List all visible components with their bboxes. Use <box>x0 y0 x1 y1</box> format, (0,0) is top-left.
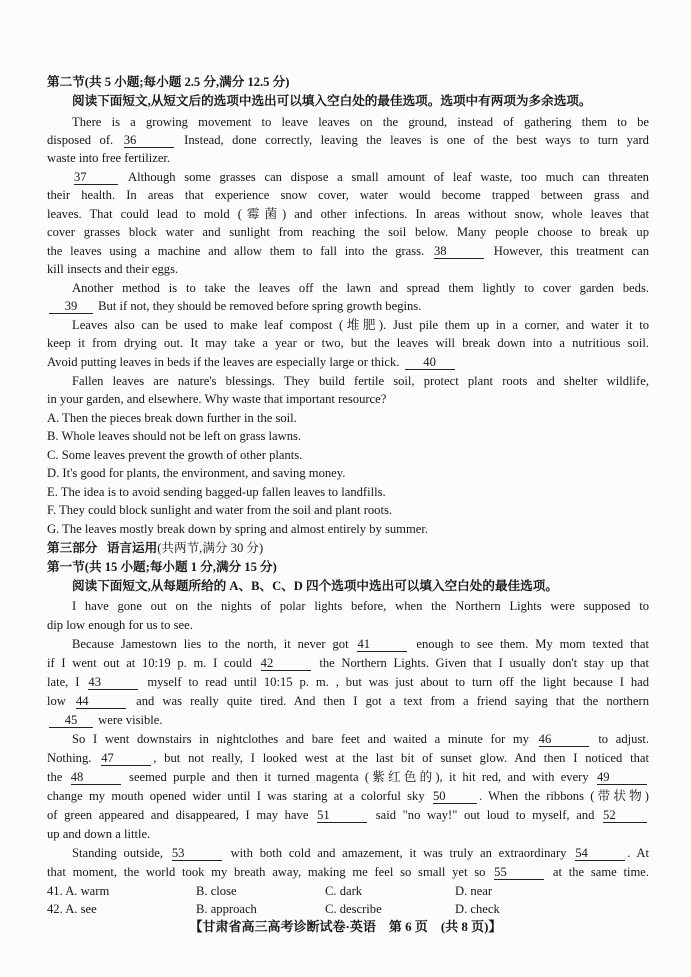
p5-line1: Fallen leaves are nature's blessings. They build fertile soil, protect plant roots and shelter wildlife, <box>72 374 649 388</box>
p4-line2: keep it from drying out. It may take a year or two, but the leaves will break down into a nutritious soil. <box>47 336 649 350</box>
p4-line1: Leaves also can be used to make leaf compost (堆肥). Just pile them up in a corner, and water it to <box>72 318 649 332</box>
page-footer: 【甘肃省高三高考诊断试卷·英语 第 6 页 (共 8 页)】 <box>189 919 502 934</box>
p5-line2: in your garden, and elsewhere. Why waste that important resource? <box>47 392 387 406</box>
cloze-p2-line3: late, I 43 myself to read until 10:15 p. m. , but was just about to turn off the light because I had <box>47 675 649 689</box>
section2-heading: 第二节(共 5 小题;每小题 2.5 分,满分 12.5 分) <box>47 75 290 89</box>
blank-42: 42 <box>261 656 311 671</box>
cloze-p3-line5: of green appeared and disappeared, I may have 51 said "no way!" out loud to myself, and 52 <box>47 806 649 824</box>
p3-line1: Another method is to take the leaves off the lawn and spread them lightly to cover garden beds. <box>72 281 649 295</box>
q42-option-d: D. check <box>455 902 500 916</box>
p2-line6: kill insects and their eggs. <box>47 262 179 276</box>
cloze-p3-line1: So I went downstairs in nightclothes and bare feet and waited a minute for my 46 to adjust. <box>72 732 649 746</box>
p4-line3: Avoid putting leaves in beds if the leaves are especially large or thick. 40 <box>47 353 649 371</box>
p2-line3: leaves. That could lead to mold (霉菌) and other infections. In areas without snow, whole leaves that <box>47 207 649 221</box>
blank-46: 46 <box>539 732 589 747</box>
blank-51: 51 <box>317 808 367 823</box>
q41-option-b: B. close <box>196 884 237 898</box>
blank-37: 37 <box>74 170 118 185</box>
p1-line2: disposed of. 36 Instead, done correctly, leaving the leaves is one of the best ways to turn yard <box>47 133 649 147</box>
option-b: B. Whole leaves should not be left on grass lawns. <box>47 429 302 443</box>
cloze-p1-line2: dip low enough for us to see. <box>47 618 193 632</box>
p2-line1: 37 Although some grasses can dispose a small amount of leaf waste, too much can threaten <box>74 170 649 184</box>
blank-53: 53 <box>172 846 222 861</box>
q42-option-a: 42. A. see <box>47 902 97 916</box>
cloze-p2-line5: 45 were visible. <box>47 711 649 729</box>
section2-instruction: 阅读下面短文,从短文后的选项中选出可以填入空白处的最佳选项。选项中有两项为多余选项。 <box>72 94 592 108</box>
blank-45: 45 <box>49 713 93 728</box>
p2-line5: the leaves using a machine and allow them to fall into the grass. 38 However, this treatment can <box>47 244 649 258</box>
option-d: D. It's good for plants, the environment, and saving money. <box>47 466 346 480</box>
p3-line2: 39 But if not, they should be removed before spring growth begins. <box>47 297 649 315</box>
p2-line4: cover grasses block water and sunlight from reaching the soil below. Many people choose to break up <box>47 225 649 239</box>
blank-48: 48 <box>71 770 121 785</box>
cloze-p2-line4: low 44 and was really quite tired. And then I got a text from a friend saying that the northern <box>47 694 649 708</box>
option-g: G. The leaves mostly break down by spring and almost entirely by summer. <box>47 522 429 536</box>
section1-heading: 第一节(共 15 小题;每小题 1 分,满分 15 分) <box>47 560 277 574</box>
q41-option-a: 41. A. warm <box>47 884 110 898</box>
part3-heading: 第三部分 语言运用(共两节,满分 30 分) <box>47 541 264 555</box>
p1-line3: waste into free fertilizer. <box>47 151 171 165</box>
option-a: A. Then the pieces break down further in the soil. <box>47 411 297 425</box>
cloze-p3-line2: Nothing. 47 , but not really, I looked west at the last bit of sunset glow. And then I noticed that <box>47 751 649 765</box>
blank-40: 40 <box>405 355 455 370</box>
blank-43: 43 <box>88 675 138 690</box>
blank-54: 54 <box>575 846 625 861</box>
cloze-p2-line2: if I went out at 10:19 p. m. I could 42 the Northern Lights. Given that I usually don't stay up that <box>47 656 649 670</box>
blank-50: 50 <box>433 789 477 804</box>
option-f: F. They could block sunlight and water from the soil and plant roots. <box>47 503 393 517</box>
blank-41: 41 <box>357 637 407 652</box>
p1-line1: There is a growing movement to leave leaves on the ground, instead of gathering them to be <box>72 115 649 129</box>
cloze-p3-line6: up and down a little. <box>47 827 151 841</box>
q41-option-d: D. near <box>455 884 493 898</box>
cloze-p3-line3: the 48 seemed purple and then it turned magenta (紫红色的), it hit red, and with every 49 <box>47 768 649 786</box>
blank-52: 52 <box>603 808 647 823</box>
cloze-p1-line1: I have gone out on the nights of polar lights before, when the Northern Lights were supposed to <box>72 599 649 613</box>
q42-option-b: B. approach <box>196 902 257 916</box>
option-c: C. Some leaves prevent the growth of other plants. <box>47 448 303 462</box>
cloze-p2-line1: Because Jamestown lies to the north, it never got 41 enough to see them. My mom texted that <box>72 637 649 651</box>
cloze-p3-line4: change my mouth opened wider until I was staring at a colorful sky 50 . When the ribbons (带状物) <box>47 789 649 803</box>
option-e: E. The idea is to avoid sending bagged-up fallen leaves to landfills. <box>47 485 386 499</box>
p2-line2: their health. In areas that experience snow cover, water would become trapped between grass and <box>47 188 649 202</box>
blank-55: 55 <box>494 865 544 880</box>
q41-option-c: C. dark <box>325 884 363 898</box>
blank-36: 36 <box>124 133 174 148</box>
cloze-p4-line1: Standing outside, 53 with both cold and amazement, it was truly an extraordinary 54 . At <box>72 846 649 860</box>
section1-instruction: 阅读下面短文,从每题所给的 A、B、C、D 四个选项中选出可以填入空白处的最佳选项。 <box>72 579 558 593</box>
q42-option-c: C. describe <box>325 902 382 916</box>
blank-39: 39 <box>49 299 93 314</box>
blank-47: 47 <box>101 751 151 766</box>
cloze-p4-line2: that moment, the world took my breath away, making me feel so small yet so 55 at the same time. <box>47 865 649 879</box>
blank-38: 38 <box>434 244 484 259</box>
blank-49: 49 <box>597 770 647 785</box>
blank-44: 44 <box>76 694 126 709</box>
